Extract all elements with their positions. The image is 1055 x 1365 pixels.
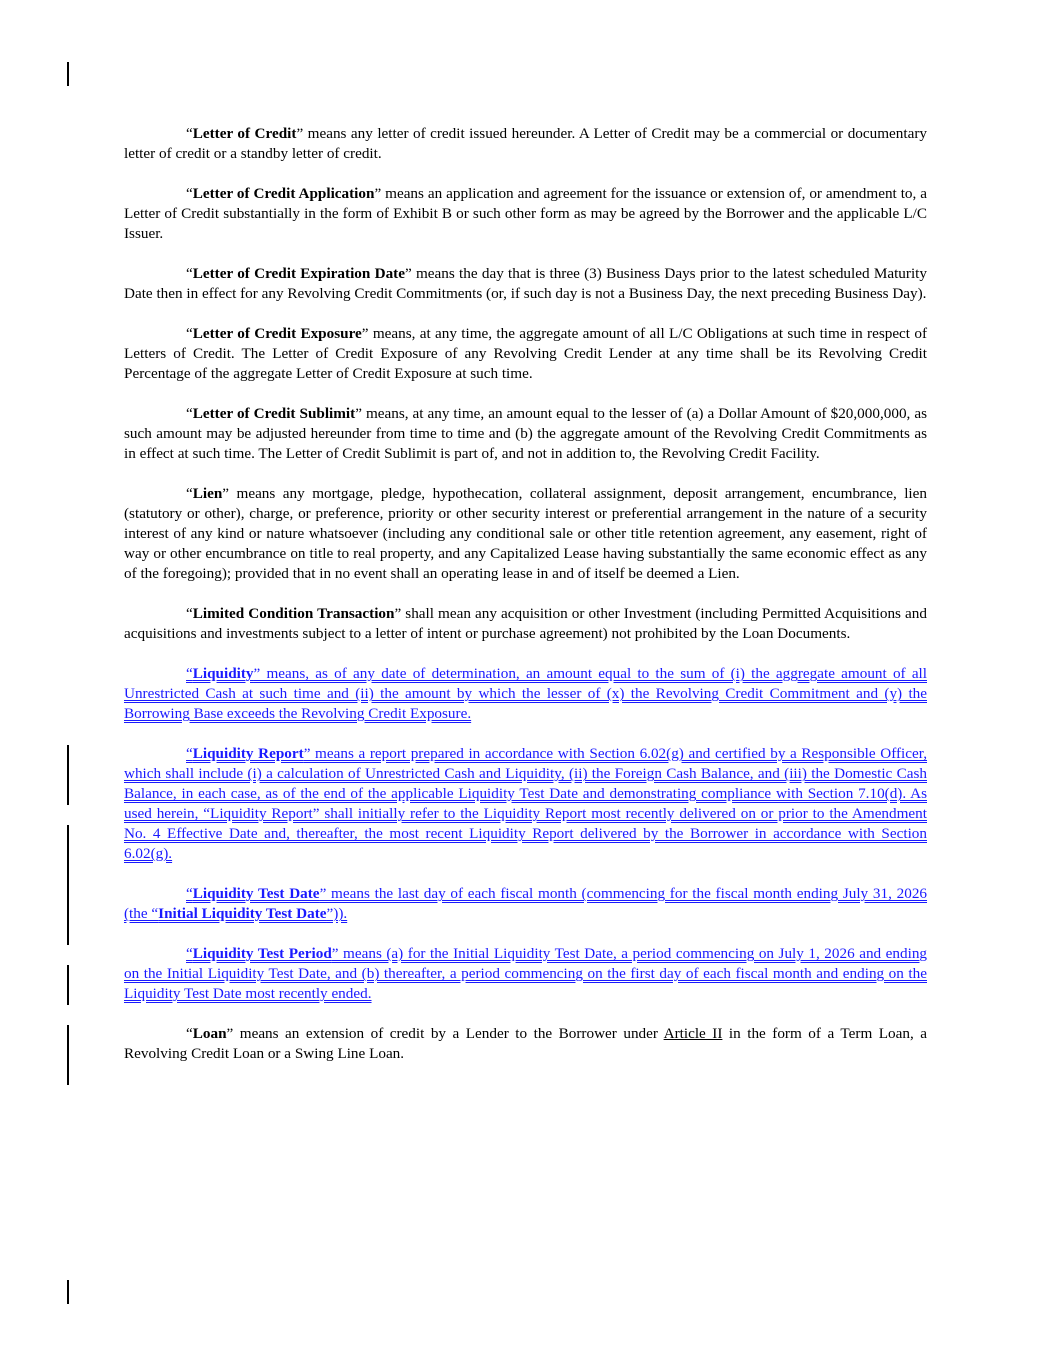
defined-term: Liquidity Test Date: [192, 885, 320, 902]
document-page: [124, 124, 927, 1084]
definition-text: ” means any letter of credit issued hereunder. A Letter of Credit may be a commercial or documentary letter of credit or a standby letter of credit.: [124, 125, 927, 162]
change-bar: [67, 1280, 69, 1304]
definition-liquidity-test-date: [124, 884, 927, 924]
defined-term: Liquidity: [192, 665, 254, 682]
definition-text: ” means an extension of credit by a Lender to the Borrower under: [226, 1025, 664, 1042]
change-bar: [67, 62, 69, 86]
defined-term: Liquidity Test Period: [192, 945, 332, 962]
definition-text: ” means, as of any date of determination, an amount equal to the sum of (i) the aggregate amount of all Unrestricted Cash at such time and (ii) the amount by which the lesser of (x) the Revolving Credit Commitment and (y) the Borrowing Base exceeds the Revolving Credit Exposure.: [124, 665, 927, 722]
inserted-text: “Liquidity Test Period” means (a) for the Initial Liquidity Test Date, a period commencing on July 1, 2026 and ending on the Initial Liquidity Test Date, and (b) thereafter, a period commencing on the first day of each fiscal month and ending on the Liquidity Test Date most recently ended.: [124, 945, 928, 1002]
definition-text: ” means an application and agreement for the issuance or extension of, or amendment to, a Letter of Credit substantially in the form of Exhibit B or such other form as may be agreed by the Borrower and the applicable L/C Issuer.: [124, 185, 928, 242]
definition-liquidity: [124, 664, 927, 724]
definition-lien: “Lien” means any mortgage, pledge, hypothecation, collateral assignment, deposit arrangement, encumbrance, lien (statutory or other), charge, or preference, priority or other security interest or preferential arrangement in the nature of a security interest of any kind or nature whatsoever (including any conditional sale or other title retention agreement, any easement, right of way or other encumbrance on title to real property, and any Capitalized Lease having substantially the same economic effect as any of the foregoing); provided that in no event shall an operating lease in and of itself be deemed a Lien.: [124, 485, 927, 582]
definition-text: ”)).: [326, 905, 348, 922]
definition-limited-condition-transaction: “Limited Condition Transaction” shall mean any acquisition or other Investment (including Permitted Acquisitions and acquisitions and investments subject to a letter of intent or purchase agreement) not prohibited by the Loan Documents.: [124, 605, 927, 642]
article-reference: Article II: [663, 1025, 723, 1042]
definition-text: ” means (a) for the Initial Liquidity Test Date, a period commencing on July 1, 2026 and ending on the Initial Liquidity Test Date, and (b) thereafter, a period commencing on the first day of each fiscal month and ending on the Liquidity Test Date most recently ended.: [124, 945, 928, 1002]
definition-letter-of-credit: “Letter of Credit” means any letter of credit issued hereunder. A Letter of Credit may be a commercial or documentary letter of credit or a standby letter of credit.: [124, 125, 927, 162]
definition-text: ” means, at any time, an amount equal to the lesser of (a) a Dollar Amount of $20,000,000, as such amount may be adjusted hereunder from time to time and (b) the aggregate amount of the Revolving Credit Commitments as in effect at such time. The Letter of Credit Sublimit is part of, and not in addition to, the Revolving Credit Facility.: [124, 405, 927, 462]
inserted-text: “Liquidity” means, as of any date of determination, an amount equal to the sum of (i) the aggregate amount of all Unrestricted Cash at such time and (ii) the amount by which the lesser of (x) the Revolving Credit Commitment and (y) the Borrowing Base exceeds the Revolving Credit Exposure.: [124, 665, 927, 722]
definition-letter-of-credit-expiration-date: “Letter of Credit Expiration Date” means the day that is three (3) Business Days prior to the latest scheduled Maturity Date then in effect for any Revolving Credit Commitments (or, if such day is not a Business Day, the next preceding Business Day).: [124, 265, 927, 302]
defined-term: Limited Condition Transaction: [192, 605, 395, 622]
definition-text: ” means, at any time, the aggregate amount of all L/C Obligations at such time in respect of Letters of Credit. The Letter of Credit Exposure of any Revolving Credit Lender at any time shall be its Revolving Credit Percentage of the aggregate Letter of Credit Exposure at such time.: [124, 325, 927, 382]
defined-term: Letter of Credit Expiration Date: [192, 265, 405, 282]
change-bar: [67, 825, 69, 945]
definition-letter-of-credit-application: “Letter of Credit Application” means an application and agreement for the issuance or extension of, or amendment to, a Letter of Credit substantially in the form of Exhibit B or such other form as may be agreed by the Borrower and the applicable L/C Issuer.: [124, 185, 928, 242]
defined-term: Lien: [192, 485, 223, 502]
inserted-text: “Liquidity Report” means a report prepared in accordance with Section 6.02(g) and certified by a Responsible Officer, which shall include (i) a calculation of Unrestricted Cash and Liquidity, (ii) the Foreign Cash Balance, and (iii) the Domestic Cash Balance, in each case, as of the end of the applicable Liquidity Test Date and demonstrating compliance with Section 7.10(d). As used herein, “Liquidity Report” shall initially refer to the Liquidity Report most recently delivered on or prior to the Amendment No. 4 Effective Date and, thereafter, the most recent Liquidity Report delivered by the Borrower in accordance with Section 6.02(g).: [124, 745, 928, 862]
definition-liquidity-report: [124, 744, 927, 864]
inserted-text: “Liquidity Test Date” means the last day of each fiscal month (commencing for the fiscal month ending July 31, 2026 (the “Initial Liquidity Test Date”)).: [124, 885, 928, 922]
change-bar: [67, 745, 69, 805]
defined-term: Letter of Credit Application: [192, 185, 375, 202]
definition-letter-of-credit-exposure: “Letter of Credit Exposure” means, at any time, the aggregate amount of all L/C Obligations at such time in respect of Letters of Credit. The Letter of Credit Exposure of any Revolving Credit Lender at any time shall be its Revolving Credit Percentage of the aggregate Letter of Credit Exposure at such time.: [124, 325, 927, 382]
defined-term: Letter of Credit Exposure: [192, 325, 362, 342]
change-bar: [67, 965, 69, 1005]
definition-text: ” means the day that is three (3) Business Days prior to the latest scheduled Maturity Date then in effect for any Revolving Credit Commitments (or, if such day is not a Business Day, the next preceding Business Day).: [124, 265, 927, 302]
definition-text: ” means the last day of each fiscal month (commencing for the fiscal month ending July 31, 2026 (the “: [124, 885, 928, 922]
definition-liquidity-test-period: [124, 944, 927, 1004]
defined-term: Letter of Credit Sublimit: [192, 405, 356, 422]
change-bar: [67, 1025, 69, 1085]
definition-text: ” means a report prepared in accordance with Section 6.02(g) and certified by a Responsible Officer, which shall include (i) a calculation of Unrestricted Cash and Liquidity, (ii) the Foreign Cash Balance, and (iii) the Domestic Cash Balance, in each case, as of the end of the applicable Liquidity Test Date and demonstrating compliance with Section 7.10(d). As used herein, “Liquidity Report” shall initially refer to the Liquidity Report most recently delivered on or prior to the Amendment No. 4 Effective Date and, thereafter, the most recent Liquidity Report delivered by the Borrower in accordance with Section 6.02(g).: [124, 745, 928, 862]
definition-text: ” shall mean any acquisition or other Investment (including Permitted Acquisitions and acquisitions and investments subject to a letter of intent or purchase agreement) not prohibited by the Loan Documents.: [124, 605, 927, 642]
definition-text: in the form of a Term Loan, a Revolving Credit Loan or a Swing Line Loan.: [124, 1025, 928, 1062]
definition-loan: “Loan” means an extension of credit by a Lender to the Borrower under Article II in the form of a Term Loan, a Revolving Credit Loan or a Swing Line Loan.: [124, 1025, 928, 1062]
definition-text: ” means any mortgage, pledge, hypothecation, collateral assignment, deposit arrangement, encumbrance, lien (statutory or other), charge, or preference, priority or other security interest or preferential arrangement in the nature of a security interest of any kind or nature whatsoever (including any conditional sale or other title retention agreement, any easement, right of way or other encumbrance on title to real property, and any Capitalized Lease having substantially the same economic effect as any of the foregoing); provided that in no event shall an operating lease in and of itself be deemed a Lien.: [124, 485, 927, 582]
defined-term-inner: Initial Liquidity Test Date: [158, 905, 327, 922]
defined-term: Loan: [192, 1025, 227, 1042]
defined-term: Liquidity Report: [192, 745, 304, 762]
defined-term: Letter of Credit: [192, 125, 297, 142]
definition-letter-of-credit-sublimit: “Letter of Credit Sublimit” means, at any time, an amount equal to the lesser of (a) a Dollar Amount of $20,000,000, as such amount may be adjusted hereunder from time to time and (b) the aggregate amount of the Revolving Credit Commitments as in effect at such time. The Letter of Credit Sublimit is part of, and not in addition to, the Revolving Credit Facility.: [124, 405, 927, 462]
